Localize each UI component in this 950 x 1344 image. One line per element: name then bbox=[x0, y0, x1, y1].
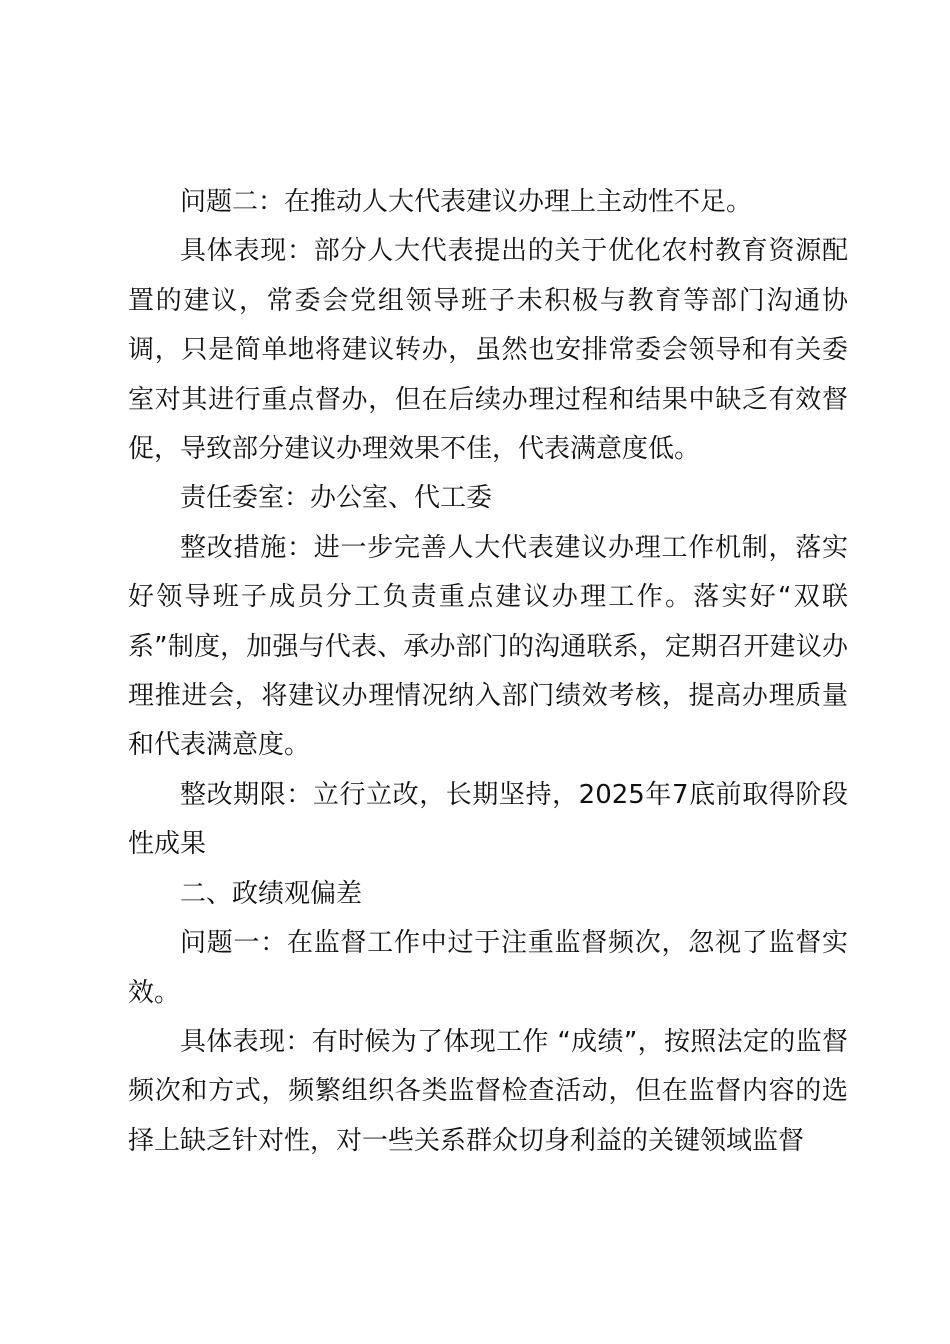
paragraph-specific-performance-2: 具体表现：有时候为了体现工作 “成绩”，按照法定的监督频次和方式，频繁组织各类监督检查活动，但在监督内容的选择上缺乏针对性，对一些关系群众切身利益的关键领域监督 bbox=[128, 1026, 848, 1156]
paragraph-responsible-office: 责任委室：办公室、代工委 bbox=[180, 483, 493, 514]
paragraph-problem-two-heading: 问题二：在推动人大代表建议办理上主动性不足。 bbox=[180, 187, 753, 217]
paragraph-problem-one-heading: 问题一：在监督工作中过于注重监督频次，忽视了监督实效。 bbox=[128, 928, 848, 1008]
section-heading-performance-view: 二、政绩观偏差 bbox=[180, 878, 363, 909]
paragraph-rectification-deadline: 整改期限：立行立改，长期坚持，2025年7底前取得阶段性成果 bbox=[128, 779, 848, 860]
document-body bbox=[128, 178, 848, 1166]
paragraph-specific-performance-1: 具体表现：部分人大代表提出的关于优化农村教育资源配置的建议，常委会党组领导班子未积极与教育等部门沟通协调，只是简单地将建议转办，虽然也安排常委会领导和有关委室对其进行重点督办，但在后续办理过程和结果中缺乏有效督促，导致部分建议办理效果不佳，代表满意度低。 bbox=[128, 236, 848, 465]
paragraph-rectification-measures: 整改措施：进一步完善人大代表建议办理工作机制，落实好领导班子成员分工负责重点建议办理工作。落实好“双联系”制度，加强与代表、承办部门的沟通联系，定期召开建议办理推进会，将建议办理情况纳入部门绩效考核，提高办理质量和代表满意度。 bbox=[128, 532, 848, 761]
